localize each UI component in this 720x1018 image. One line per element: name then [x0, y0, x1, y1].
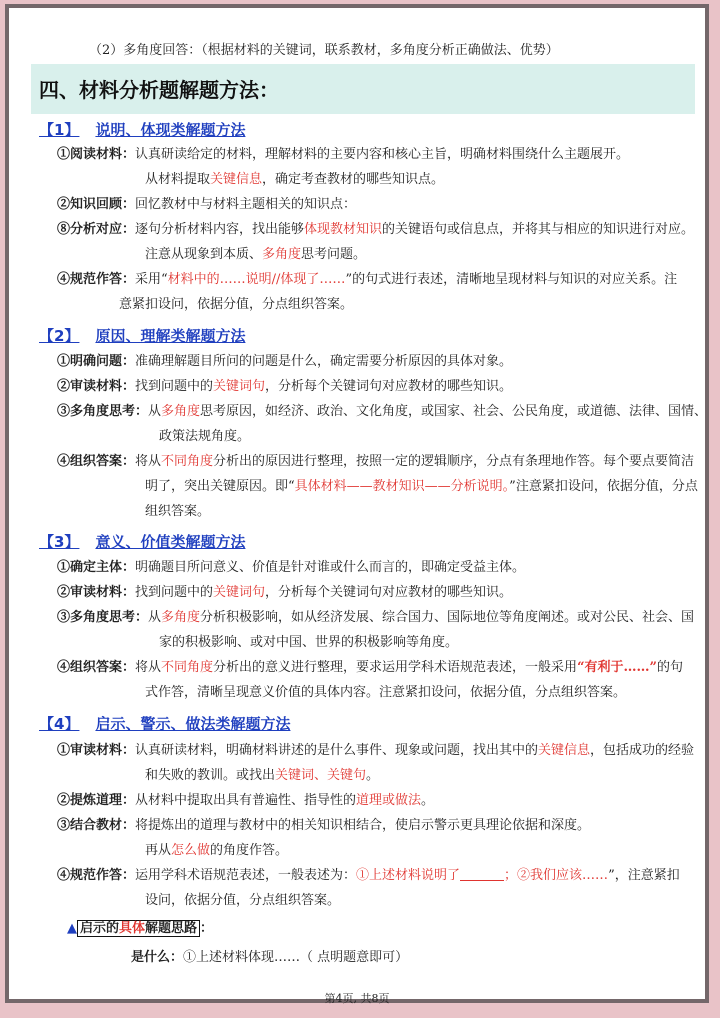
s1-item3-l2-red: 多角度: [262, 247, 302, 262]
answer-blank: [460, 868, 504, 881]
s1-item3-l1a: 逐句分析材料内容，找出能够: [135, 222, 305, 237]
s1-item3-l2a: 注意从现象到本质、: [145, 247, 263, 262]
s3-item4-l1a: 将从: [135, 660, 162, 675]
section-4-title: [39, 714, 290, 734]
section-2-name: 原因、理解类解题方法: [95, 327, 246, 345]
s2-item4-l2a: 明了，突出关键原因。即“: [145, 479, 295, 494]
s1-item3-l2b: 思考问题。: [301, 247, 367, 262]
s2-item3-l1b: 思考原因，如经济、政治、文化角度，或国家、社会、公民角度，或道德、法律、国情、: [200, 404, 708, 419]
s4-item1-line2: [145, 767, 379, 785]
section-2-title: [39, 326, 245, 346]
s4-item1-l1a: 认真研读材料，明确材料讲述的是什么事件、现象或问题，找出其中的: [135, 743, 539, 758]
s2-item2-line1: [57, 378, 512, 396]
s4-item4-l1b: ”，注意紧扣: [608, 868, 680, 883]
tip-prefix: 启示的: [80, 921, 120, 936]
what-label: 是什么：: [131, 950, 184, 965]
s2-item4-l2-red: 具体材料——教材知识——分析说明。: [294, 479, 510, 494]
s2-item4-l1a: 将从: [135, 454, 162, 469]
s3-item4-line1: [57, 659, 683, 677]
section-heading: 四、材料分析题解题方法：: [39, 78, 279, 102]
section-4-number: 【4】: [39, 715, 80, 733]
s3-item3-line1: [57, 609, 694, 627]
s4-item4-line1: [57, 867, 680, 885]
s4-item1-l2b: 。: [366, 768, 380, 783]
s3-item3-l1-red: 多角度: [161, 610, 201, 625]
s3-item4-l1-red: 不同角度: [161, 660, 214, 675]
s4-item2-label: ②提炼道理：: [57, 793, 136, 808]
s3-item4-label: ④组织答案：: [57, 660, 136, 675]
tip-box: [77, 920, 200, 937]
s4-item2-l1-red: 道理或做法: [356, 793, 422, 808]
page-frame: [5, 4, 709, 1003]
s1-item1-l2a: 从材料提取: [145, 172, 211, 187]
section-3-name: 意义、价值类解题方法: [95, 533, 246, 551]
page-number: 第4页, 共8页: [324, 992, 390, 1005]
s4-item2-line1: [57, 792, 434, 810]
section-3-title: [39, 532, 245, 552]
s1-item4-line2: 意紧扣设问，依据分值，分点组织答案。: [119, 297, 354, 312]
s2-item3-l1-red: 多角度: [161, 404, 201, 419]
s4-item3-text: 将提炼出的道理与教材中的相关知识相结合，使启示警示更具理论依据和深度。: [135, 818, 591, 833]
s1-item3-l1-red: 体现教材知识: [304, 222, 383, 237]
s4-item3-l2a: 再从: [145, 843, 172, 858]
s4-item4-l1-red2: ；②我们应该……: [504, 868, 609, 883]
s2-item3-l1a: 从: [148, 404, 162, 419]
s4-item4-l1-red: ①上述材料说明了: [356, 868, 461, 883]
s4-item1-l1-red: 关键信息: [538, 743, 591, 758]
s3-item2-label: ②审读材料：: [57, 585, 136, 600]
s1-item2-text: 回忆教材中与材料主题相关的知识点：: [135, 197, 357, 212]
s2-item1-line1: [57, 353, 512, 371]
s1-item3-l1b: 的关键语句或信息点，并将其与相应的知识进行对应。: [382, 222, 695, 237]
s3-item4-l1c: 的句: [657, 660, 684, 675]
s4-item4-label: ④规范作答：: [57, 868, 136, 883]
s4-item2-l1b: 。: [421, 793, 435, 808]
s4-item1-l2a: 和失败的教训。或找出: [145, 768, 276, 783]
s3-item3-l1a: 从: [148, 610, 162, 625]
s4-item1-line1: [57, 742, 694, 760]
s1-item1-line1: [57, 146, 629, 164]
s1-item1-l2-red: 关键信息: [210, 172, 263, 187]
s2-item4-line2: [145, 478, 698, 496]
s1-item4-line1: [57, 271, 677, 289]
intro-line: （2）多角度回答：（根据材料的关键词，联系教材，多角度分析正确做法、优势）: [89, 43, 559, 58]
tip-suffix: 解题思路: [145, 921, 198, 936]
section-3-number: 【3】: [39, 533, 80, 551]
s3-item1-line1: [57, 559, 525, 577]
s2-item4-label: ④组织答案：: [57, 454, 136, 469]
triangle-icon: ▲: [67, 921, 77, 936]
s4-item1-l2-red: 关键词、关键句: [275, 768, 367, 783]
s2-item2-l1-red: 关键词句: [213, 379, 266, 394]
s4-item3-l2b: 的角度作答。: [210, 843, 289, 858]
section-1-number: 【1】: [39, 121, 80, 139]
s3-item3-l1b: 分析积极影响，如从经济发展、综合国力、国际地位等角度阐述。或对公民、社会、国: [200, 610, 695, 625]
s4-item4-line2: 设问，依据分值，分点组织答案。: [145, 893, 341, 908]
section-1-title: [39, 120, 245, 140]
section-2-number: 【2】: [39, 327, 80, 345]
tip-highlight: 具体: [119, 921, 146, 936]
s4-item4-l1a: 运用学科术语规范表述，一般表述为：: [135, 868, 357, 883]
s3-item4-line2: 式作答，清晰呈现意义价值的具体内容。注意紧扣设问，依据分值，分点组织答案。: [145, 685, 627, 700]
tip-colon: ：: [200, 921, 214, 936]
document-page: [9, 8, 708, 1005]
s1-item4-l1b: ”的句式进行表述，清晰地呈现材料与知识的对应关系。注: [345, 272, 678, 287]
section-4-name: 启示、警示、做法类解题方法: [95, 715, 291, 733]
s2-item4-l1b: 分析出的原因进行整理，按照一定的逻辑顺序，分点有条理地作答。每个要点要简洁: [213, 454, 695, 469]
s3-item1-text: 明确题目所问意义、价值是针对谁或什么而言的，即确定受益主体。: [135, 560, 526, 575]
s2-item4-l1-red: 不同角度: [161, 454, 214, 469]
s4-item3-line1: [57, 817, 590, 835]
s3-item1-label: ①确定主体：: [57, 560, 136, 575]
s2-item1-label: ①明确问题：: [57, 354, 136, 369]
s4-item2-l1a: 从材料中提取出具有普遍性、指导性的: [135, 793, 357, 808]
section-1-name: 说明、体现类解题方法: [95, 121, 246, 139]
s2-item1-text: 准确理解题目所问的问题是什么，确定需要分析原因的具体对象。: [135, 354, 513, 369]
s3-item4-l1-red2: “有利于……”: [577, 660, 658, 675]
s1-item3-line2: [145, 246, 366, 264]
s4-item3-l2-red: 怎么做: [171, 843, 211, 858]
s3-item3-label: ③多角度思考：: [57, 610, 149, 625]
s3-item4-l1b: 分析出的意义进行整理，要求运用学科术语规范表述，一般采用: [213, 660, 578, 675]
s1-item1-label: ①阅读材料：: [57, 147, 136, 162]
s2-item4-line1: [57, 453, 694, 471]
s2-item2-l1b: ，分析每个关键词句对应教材的哪些知识。: [265, 379, 513, 394]
s1-item1-l2b: ，确定考查教材的哪些知识点。: [262, 172, 445, 187]
s2-item3-label: ③多角度思考：: [57, 404, 149, 419]
s3-item2-l1b: ，分析每个关键词句对应教材的哪些知识。: [265, 585, 513, 600]
s1-item1-text: 认真研读给定的材料，理解材料的主要内容和核心主旨，明确材料围绕什么主题展开。: [135, 147, 630, 162]
s2-item4-l2b: ”注意紧扣设问，依据分值，分点: [509, 479, 698, 494]
s2-item3-line2: 政策法规角度。: [159, 429, 251, 444]
s4-item3-line2: [145, 842, 288, 860]
s3-item2-l1a: 找到问题中的: [135, 585, 214, 600]
tip-line: [67, 920, 213, 938]
s1-item1-line2: [145, 171, 444, 189]
s2-item2-l1a: 找到问题中的: [135, 379, 214, 394]
what-line: [131, 949, 408, 967]
s3-item2-line1: [57, 584, 512, 602]
s1-item3-label: ⑧分析对应：: [57, 222, 136, 237]
s4-item1-label: ①审读材料：: [57, 743, 136, 758]
s2-item4-line3: 组织答案。: [145, 504, 211, 519]
s3-item2-l1-red: 关键词句: [213, 585, 266, 600]
s1-item2-label: ②知识回顾：: [57, 197, 136, 212]
s1-item4-label: ④规范作答：: [57, 272, 136, 287]
s2-item3-line1: [57, 403, 707, 421]
s4-item1-l1b: ，包括成功的经验: [590, 743, 695, 758]
what-text: ①上述材料体现……（ 点明题意即可）: [183, 950, 409, 965]
s1-item3-line1: [57, 221, 694, 239]
s1-item4-l1a: 采用“: [135, 272, 168, 287]
s2-item2-label: ②审读材料：: [57, 379, 136, 394]
s4-item3-label: ③结合教材：: [57, 818, 136, 833]
s1-item4-l1-red: 材料中的……说明//体现了……: [167, 272, 346, 287]
s1-item2-line1: [57, 196, 356, 214]
s3-item3-line2: 家的积极影响、或对中国、世界的积极影响等角度。: [159, 635, 459, 650]
